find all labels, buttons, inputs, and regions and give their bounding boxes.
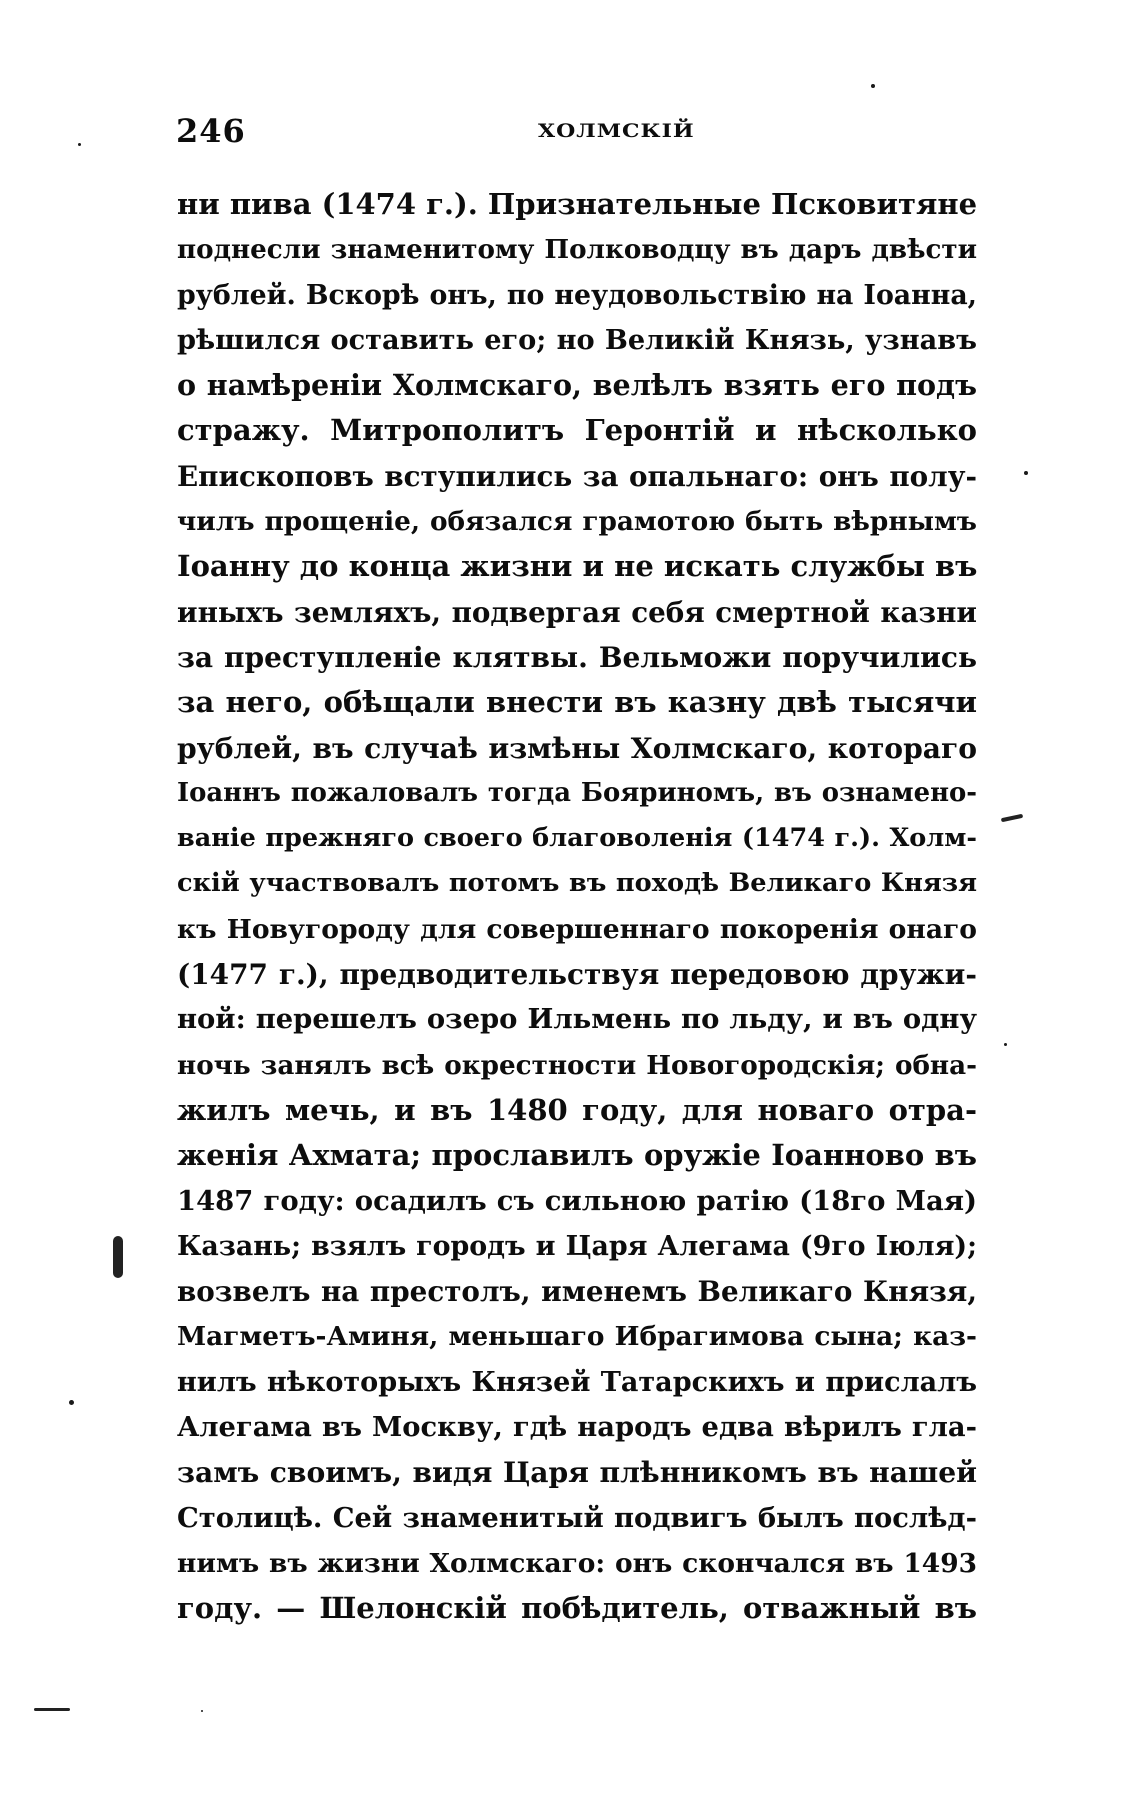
text-line: ваніе прежняго своего благоволенія (1474 г.). Холм- (177, 823, 977, 854)
scan-speck (1004, 1043, 1007, 1046)
text-line: нимъ въ жизни Холмскаго: онъ скончался въ 1493 (177, 1547, 977, 1579)
text-line: Казань; взялъ городъ и Царя Алегама (9го Іюля); (177, 1230, 977, 1262)
text-line: за него, обѣщали внести въ казну двѣ тысячи (177, 685, 977, 720)
text-line: 1487 году: осадилъ съ сильною ратію (18го Мая) (177, 1184, 977, 1217)
text-line: Іоаннъ пожаловалъ тогда Бояриномъ, въ ознамено- (177, 777, 977, 808)
body-text (177, 182, 977, 1632)
text-line: Столицѣ. Сей знаменитый подвигъ былъ послѣд- (177, 1501, 977, 1534)
text-line: замъ своимъ, видя Царя плѣнникомъ въ нашей (177, 1456, 977, 1490)
text-line: иныхъ земляхъ, подвергая себя смертной казни (177, 595, 977, 629)
text-line: ночь занялъ всѣ окрестности Новогородскія; обна- (177, 1049, 977, 1081)
text-line: стражу. Митрополитъ Геронтій и нѣсколько (177, 413, 977, 448)
text-line: возвелъ на престолъ, именемъ Великаго Князя, (177, 1275, 977, 1309)
page-number: 246 (176, 112, 246, 150)
text-line: чилъ прощеніе, обязался грамотою быть вѣрнымъ (177, 506, 977, 538)
text-line: за преступленіе клятвы. Вельможи поручились (177, 640, 977, 674)
scan-mark (34, 1708, 70, 1711)
scan-mark (113, 1236, 123, 1278)
text-line: (1477 г.), предводительствуя передовою дружи- (177, 958, 977, 992)
text-line: къ Новугороду для совершеннаго покоренія онаго (177, 913, 977, 945)
text-line: ни пива (1474 г.). Признательные Псковитяне (177, 187, 978, 221)
text-line: жилъ мечь, и въ 1480 году, для новаго отра- (177, 1092, 977, 1127)
text-line: скій участвовалъ потомъ въ походѣ Великаго Князя (177, 868, 977, 899)
text-line: о намѣреніи Холмскаго, велѣлъ взять его подъ (177, 368, 977, 403)
text-line: рублей, въ случаѣ измѣны Холмскаго, котораго (177, 731, 977, 765)
text-line: нилъ нѣкоторыхъ Князей Татарскихъ и прислалъ (177, 1366, 977, 1398)
scan-speck (69, 1400, 74, 1405)
text-line: Епископовъ вступились за опальнаго: онъ полу- (177, 459, 977, 493)
text-line: ной: перешелъ озеро Ильмень по льду, и въ одну (177, 1003, 977, 1036)
text-line: Іоанну до конца жизни и не искать службы въ (177, 549, 978, 584)
scan-speck (78, 143, 81, 146)
text-line: рублей. Вскорѣ онъ, по неудовольствію на Іоанна, (177, 279, 977, 311)
running-head: ХОЛМСКІЙ (538, 119, 695, 143)
text-line: году. — Шелонскій побѣдитель, отважный въ (177, 1591, 977, 1626)
scan-speck (1024, 471, 1028, 475)
text-line: женія Ахмата; прославилъ оружіе Іоанново въ (177, 1138, 977, 1173)
scan-speck (201, 1710, 203, 1712)
text-line: поднесли знаменитому Полководцу въ даръ двѣсти (177, 234, 977, 266)
scan-mark (1001, 814, 1023, 822)
scan-speck (871, 84, 875, 88)
text-line: Алегама въ Москву, гдѣ народъ едва вѣрилъ гла- (177, 1411, 977, 1444)
text-line: рѣшился оставить его; но Великій Князь, узнавъ (177, 323, 977, 356)
text-line: Магметъ-Аминя, меньшаго Ибрагимова сына; каз- (177, 1321, 977, 1353)
